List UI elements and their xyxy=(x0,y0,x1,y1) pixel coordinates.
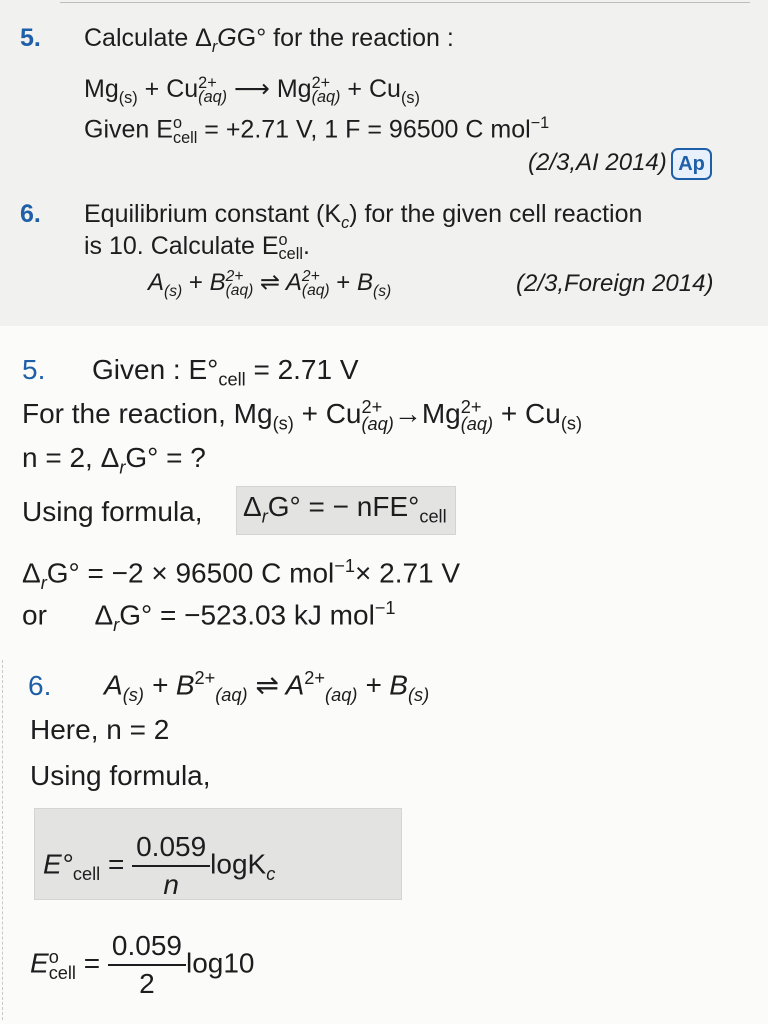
question-5-given: Given E o cell = +2.71 V, 1 F = 96500 C mol$^{-1}$ xyxy=(84,114,550,147)
question-5-number: 5. xyxy=(20,24,41,52)
answer-6-here-line: Here, n = 2 xyxy=(30,714,170,745)
answer-5-formula-label: Using formula, xyxy=(22,496,203,527)
answer-5-calc-line1: $\Delta_rG^\circ = -2 \times 96500$ C mol$^{-1}$× 2.71 V xyxy=(22,556,461,593)
formula-fraction: $\frac{0.059}{n}$ xyxy=(132,831,210,901)
question-6-reference: (2/3,Foreign 2014) xyxy=(516,270,714,297)
question-6-text-line1: Equilibrium constant $(K_c)$ for the given cell reaction xyxy=(84,200,643,232)
question-5-equation: $Mg_{(s)} + Cu$ 2+ (aq) ⟶ Mg 2+ (aq) + $Cu_{(s)}$ xyxy=(84,74,420,107)
answer-6-number: 6. xyxy=(28,670,52,701)
top-divider xyxy=(60,2,750,3)
question-5-text: Calculate $\Delta_rGG^\circ$ for the reaction : xyxy=(84,24,454,56)
question-5-reference-row xyxy=(528,148,712,180)
answer-5-formula-highlight: $\Delta_rG^\circ$ = − $nFE^\circ_{cell}$ xyxy=(236,486,456,535)
question-6-text-line2: is 10. Calculate E o cell . xyxy=(84,231,310,264)
calc-fraction: $\frac{0.059}{2}$ xyxy=(108,930,186,1000)
question-5-reference: (2/3,AI 2014) xyxy=(528,149,667,176)
question-6-equation: $A_{(s)} + B$ 2+ (aq) ⇌ A 2+ (aq) + $B_{(s)}$ xyxy=(148,268,392,300)
answer-5-reaction: For the reaction, $Mg_{(s)} + Cu$ 2+ (aq) →Mg 2+ (aq) + $Cu_{(s)}$ xyxy=(22,397,583,434)
answer-5-n-line: n = 2, $\Delta_rG^\circ$ = ? xyxy=(22,442,206,478)
ap-badge-icon: Ap xyxy=(671,148,712,180)
page-edge-dashes xyxy=(2,660,4,1020)
answer-6-equation: $A_{(s)} + B^{2+}_{(aq)}$ ⇌ $A^{2+}_{(aq)} + B_{(s)}$ xyxy=(104,668,430,705)
answer-6-calc: E o cell = $\frac{0.059}{2}$ log10 xyxy=(30,930,255,999)
answer-5-given: Given : $E^\circ_{cell} = 2.71$ V xyxy=(92,354,359,390)
question-6-number: 6. xyxy=(20,200,41,228)
answer-6-formula-highlight xyxy=(34,808,402,900)
answer-6-formula: $E^\circ_{cell}$ = $\frac{0.059}{n}$ logK$_c$ xyxy=(43,831,276,900)
answer-5-calc-line2: or $\Delta_rG^\circ = -523.03$ kJ mol$^{-1}$ xyxy=(22,598,396,635)
answer-6-formula-label: Using formula, xyxy=(30,760,211,791)
answer-5-number: 5. xyxy=(22,354,46,385)
